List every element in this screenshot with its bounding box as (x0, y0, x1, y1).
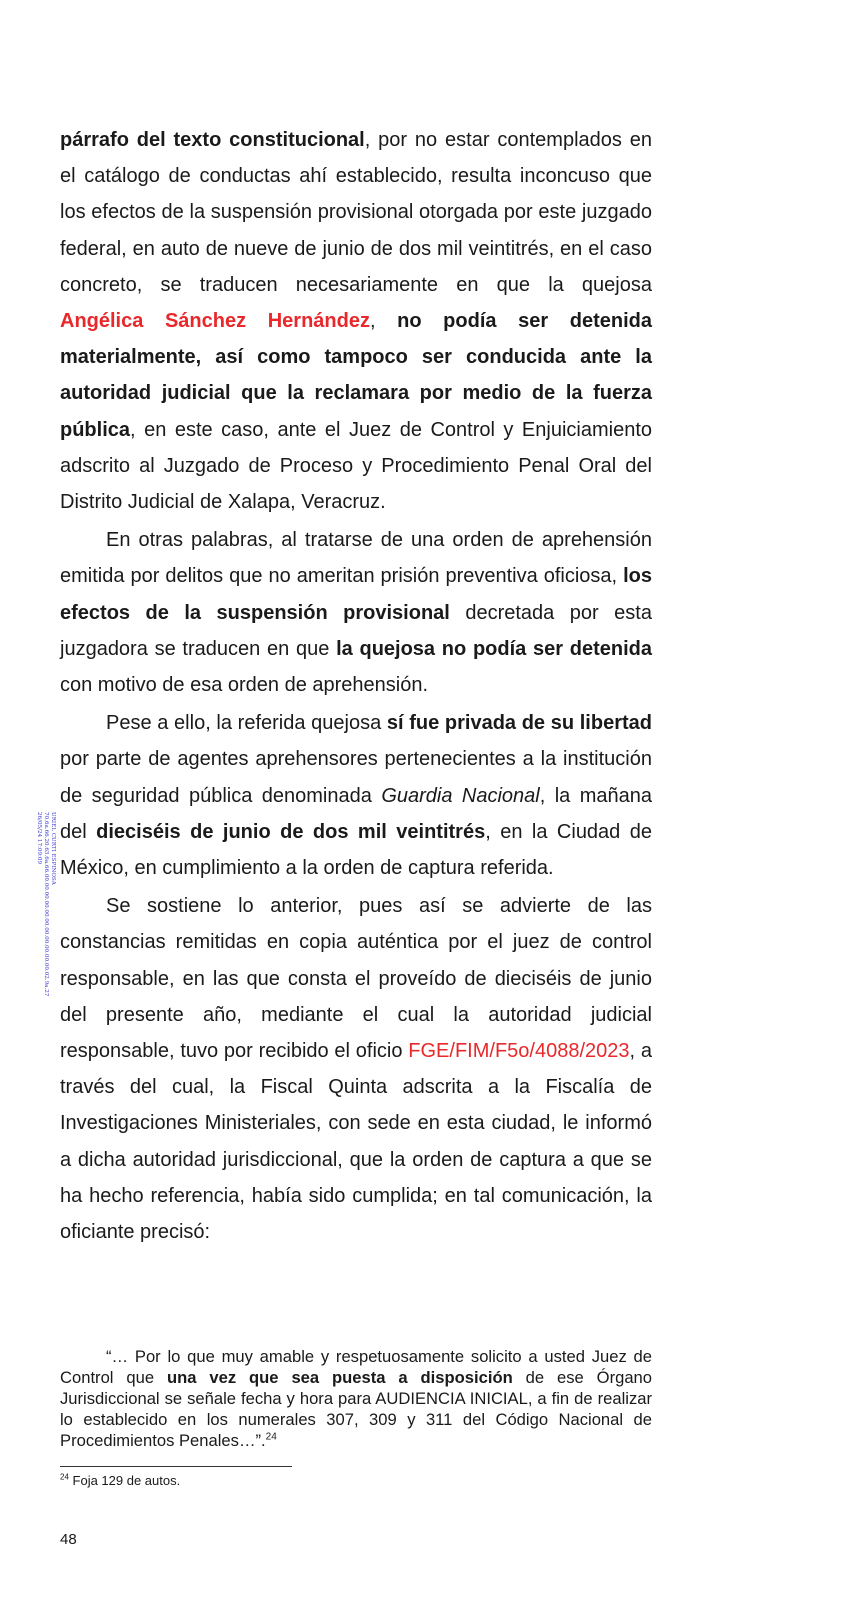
text-run: Pese a ello, la referida quejosa (106, 712, 387, 735)
text-run: , la mañana del (60, 784, 653, 843)
text-run: de ese Órgano Jurisdiccional se señale fecha y hora para AUDIENCIA INICIAL, a fin de realizar lo establecido en los numerales 307, 309 y 311 del Código Nacional de Procedimientos Penales…”. (60, 1368, 653, 1450)
text-run: decretada por esta juzgadora se traducen en que (60, 601, 652, 660)
text-run: “… Por lo que muy amable y respetuosamente solicito a usted Juez de Control que (60, 1347, 652, 1387)
paragraph (60, 522, 652, 703)
footnote (60, 1472, 180, 1490)
text-run: , (369, 310, 398, 333)
text-run: una vez que sea puesta a disposición (166, 1368, 513, 1387)
footnote-text: Foja 129 de autos. (68, 1473, 181, 1488)
text-run: , en la Ciudad de México, en cumplimiento a la orden de captura referida. (60, 820, 653, 880)
electronic-signature-stamp (22, 812, 56, 1002)
paragraph (60, 122, 652, 520)
footnote-divider (60, 1466, 292, 1467)
page-number: 48 (60, 1531, 77, 1548)
text-run: Guardia Nacional (381, 784, 540, 807)
footnote-reference: 24 (265, 1431, 277, 1443)
signature-stamp-text (35, 812, 56, 1002)
text-run: párrafo del texto constitucional (60, 129, 365, 151)
highlighted-reference: FGE/FIM/F5o/4088/2023 (408, 1040, 630, 1063)
quoted-excerpt (60, 1346, 652, 1451)
text-run: los efectos de la suspensión provisional (60, 565, 652, 624)
text-run: con motivo de esa orden de aprehensión. (60, 674, 429, 697)
signature-stamp-line: 70.6a.66.20.63.6a.66.00.00.00.00.00.00.00.00.00.00.00.02.9a.27 (43, 812, 49, 997)
highlighted-name: Angélica Sánchez Hernández (60, 310, 370, 333)
text-run: , por no estar contemplados en el catálogo de conductas ahí establecido, resulta inconcuso que los efectos de la suspensión provisional otorgada por este juzgado federal, en auto de nueve de junio de dos mil veintitrés, en el caso concreto, se traducen necesariamente en que la quejosa (60, 129, 652, 296)
footnote-number: 24 (60, 1472, 69, 1482)
signature-stamp-line: URIEL CURTI ESPINOSA (50, 812, 56, 885)
text-run: por parte de agentes aprehensores pertenecientes a la institución de seguridad pública denominada (60, 748, 652, 807)
paragraph (60, 888, 652, 1250)
text-run: dieciséis de junio de dos mil veintitrés (96, 820, 486, 843)
text-run: no podía ser detenida materialmente, así como tampoco ser conducida ante la autoridad judicial que la reclamara por medio de la fuerza pública (60, 310, 652, 441)
text-run: sí fue privada de su libertad (386, 712, 652, 735)
text-run: En otras palabras, al tratarse de una orden de aprehensión emitida por delitos que no ameritan prisión preventiva oficiosa, (60, 529, 652, 588)
body-text (60, 122, 652, 1250)
text-run: , a través del cual, la Fiscal Quinta adscrita a la Fiscalía de Investigaciones Ministeriales, con sede en esta ciudad, le informó a dicha autoridad jurisdiccional, que la orden de captura a que se ha hecho referencia, había sido cumplida; en tal comunicación, la oficiante precisó: (60, 1040, 652, 1244)
paragraph (60, 705, 652, 886)
signature-stamp-line: 26/05/24 17:09:09 (36, 812, 42, 865)
text-run: Se sostiene lo anterior, pues así se advierte de las constancias remitidas en copia auténtica por el juez de control responsable, en las que consta el proveído de dieciséis de junio del presente año, mediante el cual la autoridad judicial responsable, tuvo por recibido el oficio (60, 895, 652, 1063)
text-run: , en este caso, ante el Juez de Control y Enjuiciamiento adscrito al Juzgado de Proceso y Procedimiento Penal Oral del Distrito Judicial de Xalapa, Veracruz. (60, 418, 652, 514)
text-run: la quejosa no podía ser detenida (336, 637, 652, 660)
